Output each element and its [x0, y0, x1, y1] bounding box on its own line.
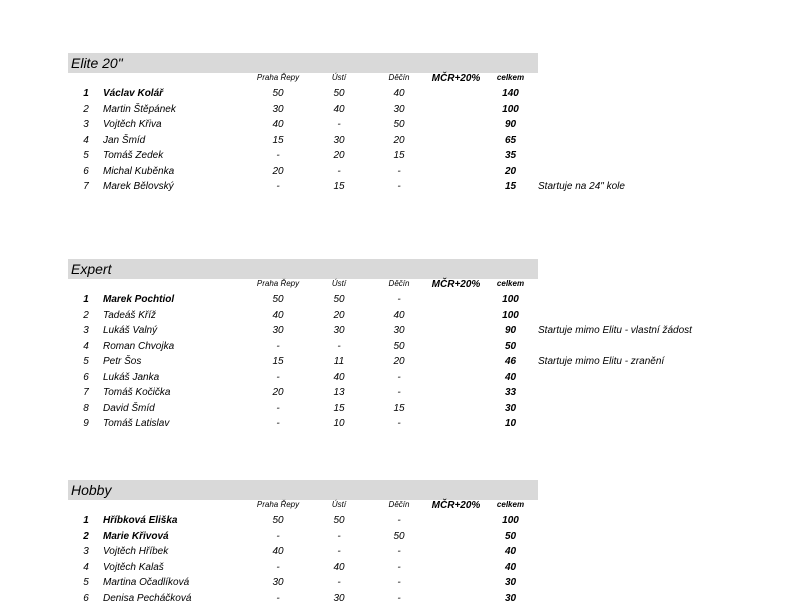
header-mcr: MČR+20% [426, 73, 486, 84]
column-header-row [68, 73, 538, 87]
decin-cell: 40 [374, 310, 424, 321]
header-celkem: celkem [488, 500, 533, 509]
name-cell: Tomáš Latislav [103, 418, 169, 429]
celkem-cell: 140 [488, 88, 533, 99]
header-mcr: MČR+20% [426, 500, 486, 511]
celkem-cell: 90 [488, 325, 533, 336]
rank-cell: 1 [76, 294, 96, 305]
celkem-cell: 50 [488, 531, 533, 542]
table-row [68, 561, 538, 577]
name-cell: Michal Kuběnka [103, 166, 174, 177]
rank-cell: 4 [76, 562, 96, 573]
rank-cell: 3 [76, 325, 96, 336]
praha-cell: - [250, 418, 306, 429]
table-row [68, 293, 538, 309]
decin-cell: - [374, 562, 424, 573]
praha-cell: 50 [250, 294, 306, 305]
header-celkem: celkem [488, 73, 533, 82]
table-row [68, 103, 538, 119]
table-row [68, 514, 538, 530]
decin-cell: - [374, 166, 424, 177]
decin-cell: - [374, 294, 424, 305]
usti-cell: - [314, 531, 364, 542]
results-rows [68, 293, 538, 433]
decin-cell: - [374, 418, 424, 429]
results-rows [68, 87, 538, 196]
celkem-cell: 100 [488, 294, 533, 305]
decin-cell: 50 [374, 531, 424, 542]
celkem-cell: 90 [488, 119, 533, 130]
usti-cell: 10 [314, 418, 364, 429]
name-cell: Lukáš Janka [103, 372, 159, 383]
name-cell: Marek Bělovský [103, 181, 174, 192]
celkem-cell: 100 [488, 515, 533, 526]
praha-cell: - [250, 531, 306, 542]
decin-cell: - [374, 372, 424, 383]
name-cell: Denisa Pecháčková [103, 593, 191, 604]
table-row [68, 324, 538, 340]
rank-cell: 4 [76, 135, 96, 146]
praha-cell: 20 [250, 166, 306, 177]
name-cell: Vojtěch Křiva [103, 119, 162, 130]
usti-cell: 50 [314, 294, 364, 305]
praha-cell: - [250, 150, 306, 161]
usti-cell: 20 [314, 150, 364, 161]
celkem-cell: 100 [488, 310, 533, 321]
rank-cell: 4 [76, 341, 96, 352]
usti-cell: - [314, 119, 364, 130]
header-praha: Praha Řepy [250, 279, 306, 288]
celkem-cell: 30 [488, 593, 533, 604]
section-title: Elite 20" [68, 53, 538, 73]
name-cell: David Šmíd [103, 403, 155, 414]
celkem-cell: 40 [488, 546, 533, 557]
rank-cell: 1 [76, 515, 96, 526]
usti-cell: 11 [314, 356, 364, 367]
rank-cell: 8 [76, 403, 96, 414]
praha-cell: 40 [250, 310, 306, 321]
rank-cell: 5 [76, 356, 96, 367]
usti-cell: - [314, 166, 364, 177]
rank-cell: 2 [76, 531, 96, 542]
table-row [68, 118, 538, 134]
celkem-cell: 35 [488, 150, 533, 161]
name-cell: Roman Chvojka [103, 341, 174, 352]
praha-cell: 40 [250, 546, 306, 557]
table-row [68, 165, 538, 181]
usti-cell: 50 [314, 88, 364, 99]
name-cell: Marie Křivová [103, 531, 169, 542]
celkem-cell: 30 [488, 403, 533, 414]
column-header-row [68, 500, 538, 514]
header-usti: Ústí [314, 279, 364, 288]
table-row [68, 386, 538, 402]
rank-cell: 6 [76, 166, 96, 177]
table-row [68, 371, 538, 387]
name-cell: Marek Pochtiol [103, 294, 174, 305]
note-cell: Startuje mimo Elitu - vlastní žádost [538, 325, 692, 336]
table-row [68, 530, 538, 546]
praha-cell: 30 [250, 325, 306, 336]
praha-cell: 15 [250, 356, 306, 367]
usti-cell: 50 [314, 515, 364, 526]
rank-cell: 2 [76, 104, 96, 115]
table-row [68, 417, 538, 433]
name-cell: Vojtěch Hříbek [103, 546, 168, 557]
praha-cell: 40 [250, 119, 306, 130]
rank-cell: 3 [76, 119, 96, 130]
decin-cell: 30 [374, 104, 424, 115]
decin-cell: 15 [374, 403, 424, 414]
name-cell: Tomáš Kočička [103, 387, 170, 398]
rank-cell: 5 [76, 150, 96, 161]
rank-cell: 2 [76, 310, 96, 321]
decin-cell: - [374, 546, 424, 557]
decin-cell: - [374, 515, 424, 526]
praha-cell: 50 [250, 515, 306, 526]
name-cell: Jan Šmíd [103, 135, 145, 146]
decin-cell: 20 [374, 135, 424, 146]
usti-cell: 15 [314, 403, 364, 414]
rank-cell: 6 [76, 593, 96, 604]
name-cell: Tadeáš Kříž [103, 310, 156, 321]
celkem-cell: 30 [488, 577, 533, 588]
header-mcr: MČR+20% [426, 279, 486, 290]
rank-cell: 1 [76, 88, 96, 99]
rank-cell: 5 [76, 577, 96, 588]
celkem-cell: 100 [488, 104, 533, 115]
usti-cell: 20 [314, 310, 364, 321]
header-praha: Praha Řepy [250, 73, 306, 82]
table-row [68, 180, 538, 196]
table-row [68, 149, 538, 165]
name-cell: Vojtěch Kalaš [103, 562, 164, 573]
usti-cell: 13 [314, 387, 364, 398]
decin-cell: - [374, 181, 424, 192]
table-row [68, 576, 538, 592]
celkem-cell: 10 [488, 418, 533, 429]
name-cell: Lukáš Valný [103, 325, 157, 336]
name-cell: Martina Očadlíková [103, 577, 189, 588]
rank-cell: 6 [76, 372, 96, 383]
rank-cell: 3 [76, 546, 96, 557]
praha-cell: - [250, 593, 306, 604]
usti-cell: 15 [314, 181, 364, 192]
usti-cell: - [314, 341, 364, 352]
section-title: Hobby [68, 480, 538, 500]
praha-cell: - [250, 562, 306, 573]
rank-cell: 7 [76, 387, 96, 398]
table-row [68, 309, 538, 325]
praha-cell: - [250, 181, 306, 192]
usti-cell: 30 [314, 135, 364, 146]
decin-cell: 40 [374, 88, 424, 99]
celkem-cell: 40 [488, 562, 533, 573]
section-expert [68, 259, 538, 433]
section-hobby [68, 480, 538, 607]
rank-cell: 9 [76, 418, 96, 429]
header-decin: Děčín [374, 279, 424, 288]
praha-cell: 30 [250, 104, 306, 115]
celkem-cell: 50 [488, 341, 533, 352]
celkem-cell: 65 [488, 135, 533, 146]
usti-cell: 40 [314, 104, 364, 115]
header-usti: Ústí [314, 500, 364, 509]
table-row [68, 355, 538, 371]
usti-cell: - [314, 577, 364, 588]
usti-cell: 30 [314, 593, 364, 604]
note-cell: Startuje mimo Elitu - zranění [538, 356, 664, 367]
name-cell: Václav Kolář [103, 88, 163, 99]
decin-cell: - [374, 577, 424, 588]
header-praha: Praha Řepy [250, 500, 306, 509]
praha-cell: 30 [250, 577, 306, 588]
results-rows [68, 514, 538, 607]
celkem-cell: 46 [488, 356, 533, 367]
table-row [68, 134, 538, 150]
usti-cell: 30 [314, 325, 364, 336]
table-row [68, 545, 538, 561]
decin-cell: 30 [374, 325, 424, 336]
decin-cell: 50 [374, 119, 424, 130]
celkem-cell: 15 [488, 181, 533, 192]
table-row [68, 340, 538, 356]
name-cell: Hříbková Eliška [103, 515, 177, 526]
name-cell: Martin Štěpánek [103, 104, 176, 115]
decin-cell: - [374, 387, 424, 398]
praha-cell: 20 [250, 387, 306, 398]
praha-cell: - [250, 341, 306, 352]
praha-cell: 15 [250, 135, 306, 146]
praha-cell: 50 [250, 88, 306, 99]
table-row [68, 402, 538, 418]
usti-cell: 40 [314, 562, 364, 573]
praha-cell: - [250, 372, 306, 383]
rank-cell: 7 [76, 181, 96, 192]
celkem-cell: 40 [488, 372, 533, 383]
section-title: Expert [68, 259, 538, 279]
celkem-cell: 33 [488, 387, 533, 398]
header-decin: Děčín [374, 73, 424, 82]
header-celkem: celkem [488, 279, 533, 288]
usti-cell: - [314, 546, 364, 557]
note-cell: Startuje na 24" kole [538, 181, 625, 192]
decin-cell: 20 [374, 356, 424, 367]
column-header-row [68, 279, 538, 293]
section-elite [68, 53, 538, 196]
decin-cell: - [374, 593, 424, 604]
celkem-cell: 20 [488, 166, 533, 177]
usti-cell: 40 [314, 372, 364, 383]
name-cell: Tomáš Zedek [103, 150, 163, 161]
decin-cell: 50 [374, 341, 424, 352]
header-usti: Ústí [314, 73, 364, 82]
table-row [68, 87, 538, 103]
table-row [68, 592, 538, 607]
name-cell: Petr Šos [103, 356, 141, 367]
header-decin: Děčín [374, 500, 424, 509]
decin-cell: 15 [374, 150, 424, 161]
praha-cell: - [250, 403, 306, 414]
